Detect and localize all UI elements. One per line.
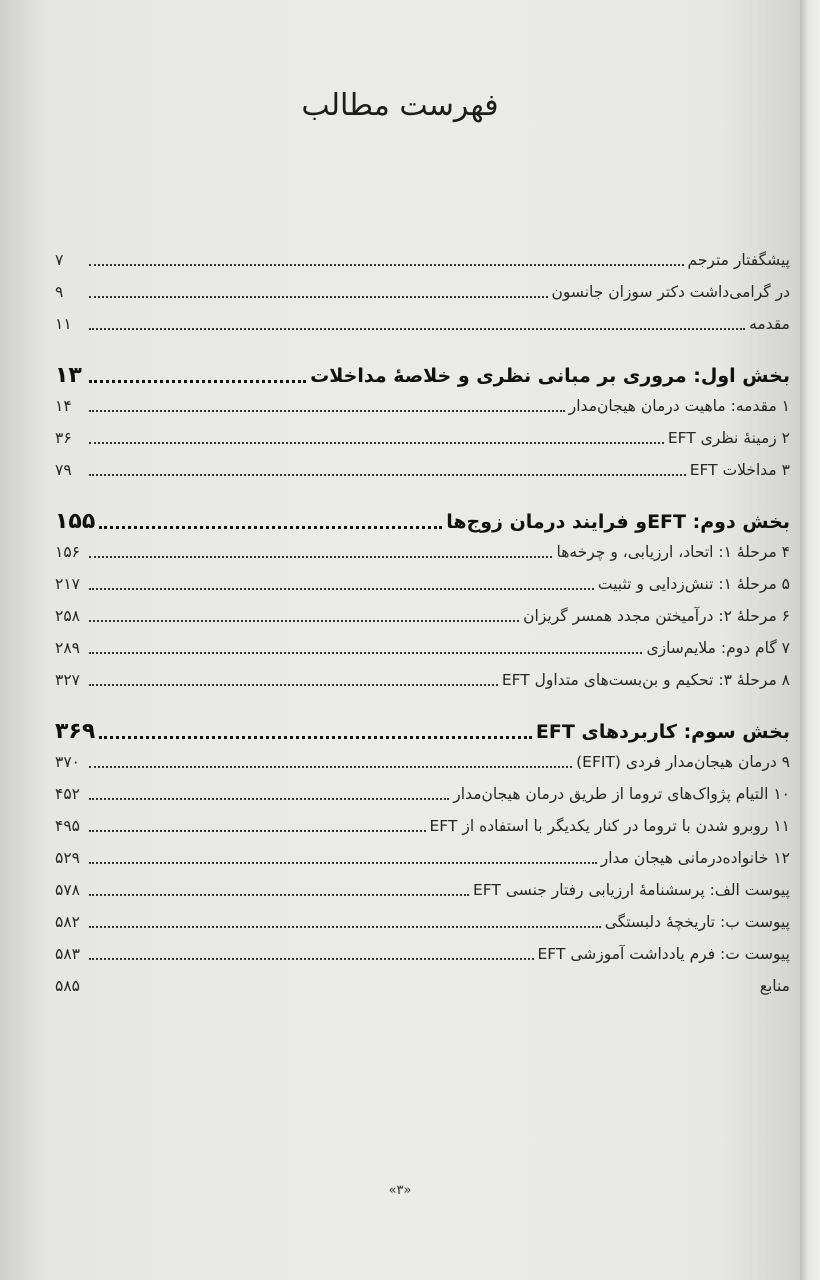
toc-row (55, 542, 790, 562)
toc-entry-title: ۸ مرحلهٔ ۳: تحکیم و بن‌بست‌های متداول EFT (501, 671, 790, 689)
dot-leader (89, 410, 565, 412)
toc-entry-title: پیوست ت: فرم یادداشت آموزشی EFT (537, 945, 790, 963)
toc-page-number: ۱۵۵ (55, 509, 96, 534)
dot-leader (89, 766, 572, 768)
toc-page-number: ۱۵۶ (55, 543, 80, 561)
toc-row (55, 282, 790, 302)
toc-entry-title: ۱ مقدمه: ماهیت درمان هیجان‌مدار (568, 397, 790, 415)
dot-leader (89, 380, 306, 383)
toc-entry-title: منابع (759, 977, 790, 995)
toc-row (55, 314, 790, 334)
toc-page-number: ۲۸۹ (55, 639, 80, 657)
toc-page-number: ۳۶ (55, 429, 72, 447)
dot-leader (89, 894, 469, 896)
toc-row (55, 912, 790, 932)
toc-entry-title: بخش اول: مروری بر مبانی نظری و خلاصهٔ مداخلات (310, 365, 790, 387)
toc-row (55, 848, 790, 868)
toc-row (55, 944, 790, 964)
toc-page-number: ۱۱ (55, 315, 72, 333)
toc-page-number: ۳۲۷ (55, 671, 80, 689)
dot-leader (99, 736, 532, 739)
toc-page-number: ۵۸۳ (55, 945, 80, 963)
dot-leader (89, 620, 519, 622)
toc-entry-title: ۱۰ التیام پژواک‌های تروما از طریق درمان هیجان‌مدار (453, 785, 790, 803)
toc-entry-title: ۱۲ خانواده‌درمانی هیجان مدار (600, 849, 790, 867)
toc-row (55, 880, 790, 900)
toc-entry-title: ۴ مرحلهٔ ۱: اتحاد، ارزیابی، و چرخه‌ها (556, 543, 790, 561)
toc-row (55, 976, 790, 996)
toc-row (55, 428, 790, 448)
toc-row (55, 574, 790, 594)
dot-leader (89, 830, 426, 832)
toc-row (55, 752, 790, 772)
toc-row (55, 396, 790, 416)
dot-leader (89, 264, 684, 266)
dot-leader (89, 296, 548, 298)
toc-entry-title: ۱۱ روبرو شدن با تروما در کنار یکدیگر با استفاده از EFT (429, 817, 790, 835)
toc-section-row (55, 364, 790, 388)
page-number: «۳» (388, 1183, 412, 1198)
toc-entry-title: پیشگفتار مترجم (687, 251, 790, 269)
dot-leader (89, 926, 601, 928)
toc-row (55, 784, 790, 804)
toc-entry-title: بخش دوم: EFTو فرایند درمان زوج‌ها (446, 511, 790, 533)
toc-page-number: ۲۵۸ (55, 607, 80, 625)
toc-entry-title: ۹ درمان هیجان‌مدار فردی (EFIT) (576, 753, 790, 771)
toc-row (55, 250, 790, 270)
toc-page-number: ۲۱۷ (55, 575, 80, 593)
toc-page-number: ۳۷۰ (55, 753, 80, 771)
toc-row (55, 816, 790, 836)
toc-row (55, 460, 790, 480)
dot-leader (89, 652, 642, 654)
toc-section-row (55, 510, 790, 534)
toc-section-row (55, 720, 790, 744)
toc-entry-title: ۶ مرحلهٔ ۲: درآمیختن مجدد همسر گریزان (523, 607, 790, 625)
toc-entry-title: پیوست ب: تاریخچهٔ دلبستگی (604, 913, 790, 931)
toc-row (55, 670, 790, 690)
toc-page-number: ۷۹ (55, 461, 72, 479)
toc-entry-title: ۵ مرحلهٔ ۱: تنش‌زدایی و تثبیت (597, 575, 790, 593)
dot-leader (89, 442, 664, 444)
toc-entry-title: ۳ مداخلات EFT (689, 461, 790, 479)
toc-entry-title: بخش سوم: کاربردهای EFT (535, 721, 790, 743)
toc-page-number: ۵۷۸ (55, 881, 80, 899)
dot-leader (89, 328, 745, 330)
dot-leader (89, 588, 594, 590)
toc-page-number: ۵۸۵ (55, 977, 80, 995)
dot-leader (89, 958, 534, 960)
toc-entry-title: ۲ زمینهٔ نظری EFT (667, 429, 790, 447)
toc-page-number: ۱۴ (55, 397, 72, 415)
toc-page-number: ۵۲۹ (55, 849, 80, 867)
toc-entry-title: در گرامی‌داشت دکتر سوزان جانسون (551, 283, 790, 301)
toc-page-number: ۴۹۵ (55, 817, 80, 835)
toc-entry-title: مقدمه (749, 315, 790, 333)
page-title: فهرست مطالب (301, 88, 499, 123)
toc-page-number: ۳۶۹ (55, 719, 96, 744)
dot-leader (89, 556, 552, 558)
dot-leader (89, 862, 597, 864)
toc-page-number: ۱۳ (55, 363, 82, 388)
toc-page-number: ۹ (55, 283, 64, 301)
toc-row (55, 638, 790, 658)
page-edge (800, 0, 820, 1280)
dot-leader (89, 684, 498, 686)
dot-leader (89, 474, 686, 476)
toc-page-number: ۷ (55, 251, 64, 269)
toc-entry-title: ۷ گام دوم: ملایم‌سازی (646, 639, 790, 657)
toc-page-number: ۴۵۲ (55, 785, 80, 803)
toc-row (55, 606, 790, 626)
dot-leader (89, 798, 449, 800)
toc-page-number: ۵۸۲ (55, 913, 80, 931)
toc-entry-title: پیوست الف: پرسشنامهٔ ارزیابی رفتار جنسی EFT (473, 881, 790, 899)
dot-leader (99, 526, 442, 529)
